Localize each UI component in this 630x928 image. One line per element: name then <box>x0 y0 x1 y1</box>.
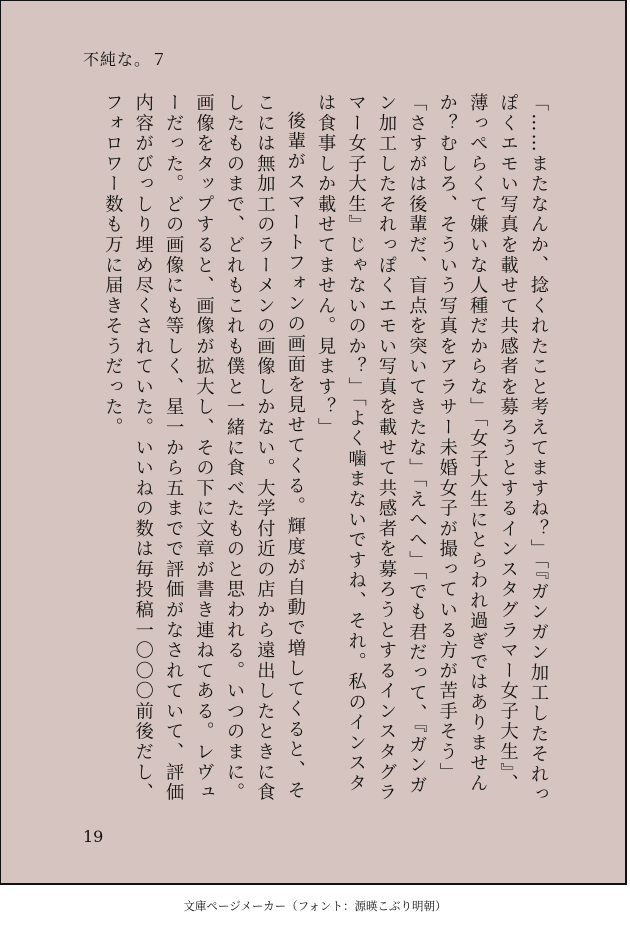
paragraph-dialogue: 「……またなんか、捻くれたこと考えてますね？」「『ガンガン加工したそれっぽくエモい写真を載せて共感者を募ろうとするインスタグラマー女子大生』、薄っぺらくて嫌いな人種だからな」「女子大生にとらわれ過ぎではありませんか？むしろ、そういう写真をアラサー未婚女子が撮っている方が苦手そう」「さすがは後輩だ、盲点を突いてきたな」「えへへ」「でも君だって、『ガンガン加工したそれっぽくエモい写真を載せて共感者を募ろうとするインスタグラマー女子大生』じゃないのか？」「よく噛まないですね、それ。私のインスタは食事しか載せてません。見ます？」 <box>315 93 549 805</box>
vertical-body-text <box>73 93 553 813</box>
generator-credit: 文庫ページメーカー（フォント：源暎こぶり明朝） <box>183 899 447 913</box>
running-header: 不純な。７ <box>83 50 169 69</box>
paragraph-narration: 後輩がスマートフォンの画面を見せてくる。輝度が自動で増してくると、そこには無加工のラーメンの画像しかない。大学付近の店から遠出したときに食したものまで、どれもこれも僕と一緒に食べたものと思われる。いつのまに。画像をタップすると、画像が拡大し、その下に文章が書き連ねてある。レヴューだった。どの画像にも等しく、星一から五までで評価がなされていて、評価内容がびっしり埋め尽くされていた。いいねの数は毎投稿一〇〇〇前後だし、フォロワー数も万に届きそうだった。 <box>102 93 306 803</box>
page-number: 19 <box>83 827 104 846</box>
